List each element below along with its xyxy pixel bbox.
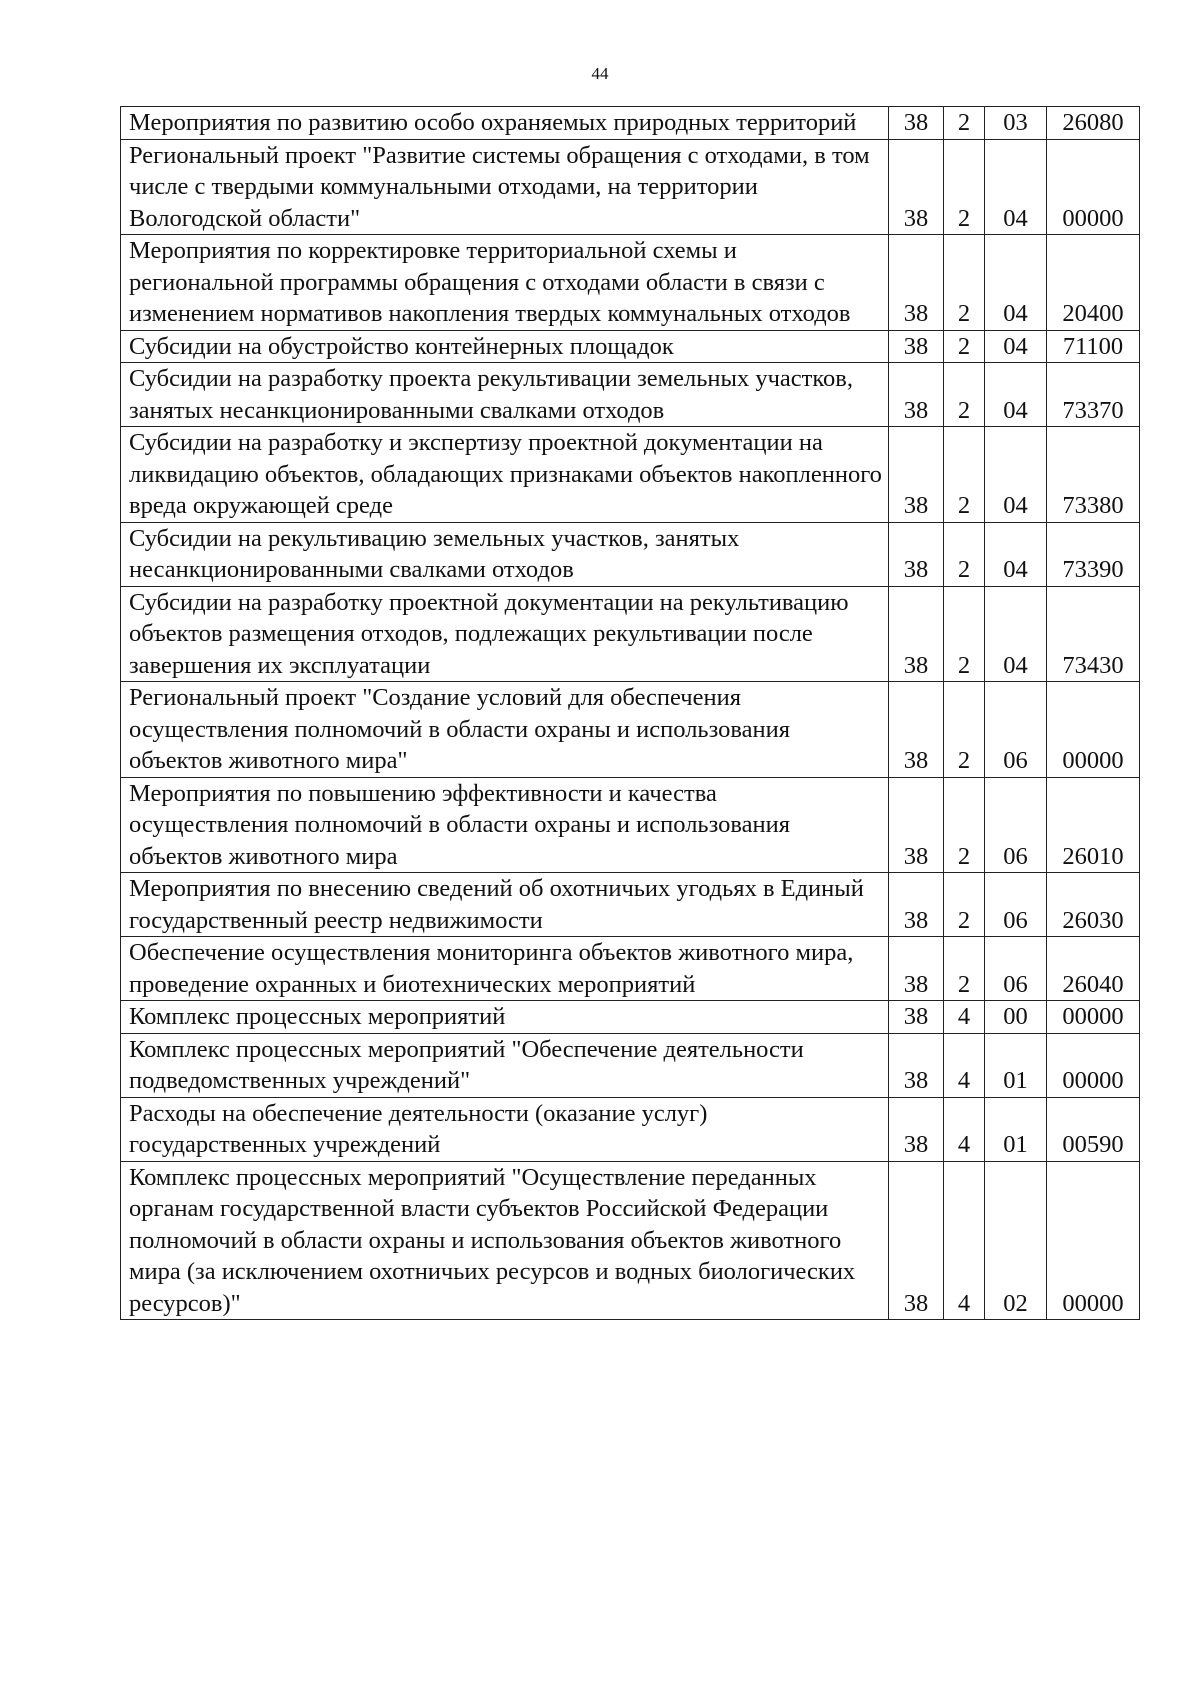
row-name-cell: Мероприятия по корректировке территориальной схемы и региональной программы обращения с отходами области в связи с изменением нормативов накопления твердых коммунальных отходов [121, 235, 889, 331]
row-name-cell: Комплекс процессных мероприятий [121, 1001, 889, 1034]
expense-direction-cell: 26030 [1047, 873, 1140, 937]
program-code-cell: 38 [889, 1033, 944, 1097]
expense-direction-cell: 00000 [1047, 1033, 1140, 1097]
expense-direction-cell: 00000 [1047, 682, 1140, 778]
expense-direction-cell: 73430 [1047, 586, 1140, 682]
expense-direction-cell: 26010 [1047, 777, 1140, 873]
table-row [121, 777, 1140, 873]
subprogram-type-cell: 4 [944, 1161, 985, 1320]
subprogram-type-cell: 2 [944, 777, 985, 873]
row-name-cell: Региональный проект "Создание условий для обеспечения осуществления полномочий в области охраны и использования объектов животного мира" [121, 682, 889, 778]
row-name-cell: Субсидии на обустройство контейнерных площадок [121, 330, 889, 363]
program-code-cell: 38 [889, 363, 944, 427]
table-row [121, 363, 1140, 427]
structural-element-cell: 04 [985, 235, 1047, 331]
structural-element-cell: 02 [985, 1161, 1047, 1320]
expense-direction-cell: 20400 [1047, 235, 1140, 331]
table-row [121, 330, 1140, 363]
subprogram-type-cell: 2 [944, 235, 985, 331]
table-row [121, 427, 1140, 523]
subprogram-type-cell: 4 [944, 1097, 985, 1161]
table-row [121, 586, 1140, 682]
program-code-cell: 38 [889, 937, 944, 1001]
structural-element-cell: 06 [985, 937, 1047, 1001]
subprogram-type-cell: 4 [944, 1001, 985, 1034]
expense-direction-cell: 00000 [1047, 1001, 1140, 1034]
program-code-cell: 38 [889, 1001, 944, 1034]
row-name-cell: Мероприятия по развитию особо охраняемых природных территорий [121, 107, 889, 140]
row-name-cell: Региональный проект "Развитие системы обращения с отходами, в том числе с твердыми коммунальными отходами, на территории Вологодской области" [121, 139, 889, 235]
expense-direction-cell: 00000 [1047, 1161, 1140, 1320]
structural-element-cell: 04 [985, 363, 1047, 427]
row-name-cell: Мероприятия по внесению сведений об охотничьих угодьях в Единый государственный реестр недвижимости [121, 873, 889, 937]
table-row [121, 139, 1140, 235]
program-code-cell: 38 [889, 1097, 944, 1161]
expense-direction-cell: 71100 [1047, 330, 1140, 363]
table-row [121, 873, 1140, 937]
subprogram-type-cell: 2 [944, 139, 985, 235]
expense-direction-cell: 73370 [1047, 363, 1140, 427]
structural-element-cell: 01 [985, 1033, 1047, 1097]
program-code-cell: 38 [889, 873, 944, 937]
program-code-cell: 38 [889, 107, 944, 140]
table-row [121, 1161, 1140, 1320]
row-name-cell: Субсидии на разработку проектной документации на рекультивацию объектов размещения отходов, подлежащих рекультивации после завершения их эксплуатации [121, 586, 889, 682]
subprogram-type-cell: 2 [944, 330, 985, 363]
expense-direction-cell: 00590 [1047, 1097, 1140, 1161]
row-name-cell: Субсидии на рекультивацию земельных участков, занятых несанкционированными свалками отходов [121, 522, 889, 586]
subprogram-type-cell: 2 [944, 682, 985, 778]
expense-direction-cell: 73390 [1047, 522, 1140, 586]
subprogram-type-cell: 2 [944, 427, 985, 523]
subprogram-type-cell: 2 [944, 522, 985, 586]
row-name-cell: Комплекс процессных мероприятий "Обеспечение деятельности подведомственных учреждений" [121, 1033, 889, 1097]
program-code-cell: 38 [889, 586, 944, 682]
table-row [121, 937, 1140, 1001]
expense-direction-cell: 26080 [1047, 107, 1140, 140]
table-row [121, 107, 1140, 140]
structural-element-cell: 06 [985, 682, 1047, 778]
row-name-cell: Обеспечение осуществления мониторинга объектов животного мира, проведение охранных и биотехнических мероприятий [121, 937, 889, 1001]
structural-element-cell: 04 [985, 586, 1047, 682]
program-code-cell: 38 [889, 682, 944, 778]
subprogram-type-cell: 2 [944, 107, 985, 140]
structural-element-cell: 06 [985, 777, 1047, 873]
expense-direction-cell: 26040 [1047, 937, 1140, 1001]
expense-direction-cell: 00000 [1047, 139, 1140, 235]
table-body [121, 107, 1140, 1320]
subprogram-type-cell: 2 [944, 363, 985, 427]
row-name-cell: Мероприятия по повышению эффективности и качества осуществления полномочий в области охраны и использования объектов животного мира [121, 777, 889, 873]
program-code-cell: 38 [889, 235, 944, 331]
budget-classification-table [120, 106, 1140, 1320]
structural-element-cell: 04 [985, 139, 1047, 235]
subprogram-type-cell: 2 [944, 937, 985, 1001]
subprogram-type-cell: 2 [944, 586, 985, 682]
structural-element-cell: 04 [985, 330, 1047, 363]
page-number: 44 [591, 64, 609, 83]
structural-element-cell: 06 [985, 873, 1047, 937]
program-code-cell: 38 [889, 777, 944, 873]
program-code-cell: 38 [889, 330, 944, 363]
structural-element-cell: 03 [985, 107, 1047, 140]
subprogram-type-cell: 2 [944, 873, 985, 937]
table-row [121, 235, 1140, 331]
table-row [121, 522, 1140, 586]
row-name-cell: Расходы на обеспечение деятельности (оказание услуг) государственных учреждений [121, 1097, 889, 1161]
subprogram-type-cell: 4 [944, 1033, 985, 1097]
table-row [121, 1033, 1140, 1097]
table-row [121, 1001, 1140, 1034]
structural-element-cell: 04 [985, 427, 1047, 523]
row-name-cell: Субсидии на разработку и экспертизу проектной документации на ликвидацию объектов, обладающих признаками объектов накопленного вреда окружающей среде [121, 427, 889, 523]
structural-element-cell: 00 [985, 1001, 1047, 1034]
program-code-cell: 38 [889, 1161, 944, 1320]
program-code-cell: 38 [889, 522, 944, 586]
table-row [121, 682, 1140, 778]
row-name-cell: Субсидии на разработку проекта рекультивации земельных участков, занятых несанкционированными свалками отходов [121, 363, 889, 427]
row-name-cell: Комплекс процессных мероприятий "Осуществление переданных органам государственной власти субъектов Российской Федерации полномочий в области охраны и использования объектов животного мира (за исключением охотничьих ресурсов и водных биологических ресурсов)" [121, 1161, 889, 1320]
table-row [121, 1097, 1140, 1161]
program-code-cell: 38 [889, 427, 944, 523]
program-code-cell: 38 [889, 139, 944, 235]
expense-direction-cell: 73380 [1047, 427, 1140, 523]
structural-element-cell: 04 [985, 522, 1047, 586]
structural-element-cell: 01 [985, 1097, 1047, 1161]
